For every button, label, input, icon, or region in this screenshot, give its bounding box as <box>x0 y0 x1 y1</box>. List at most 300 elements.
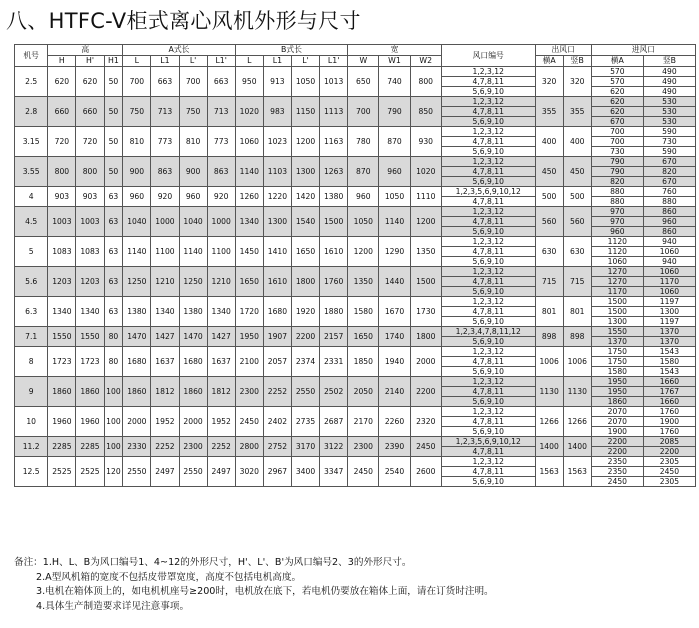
dimension-cell: 2100 <box>235 347 263 377</box>
dimension-cell: 63 <box>104 207 123 237</box>
header-sub-cell: 横A <box>591 56 643 67</box>
header-sub-cell: L <box>123 56 151 67</box>
dimension-cell: 1003 <box>76 207 104 237</box>
dimension-cell: 650 <box>348 67 379 97</box>
inlet-a-cell: 2070 <box>591 407 643 417</box>
dimension-cell: 2967 <box>263 457 291 487</box>
header-inlet: 进风口 <box>591 45 695 56</box>
inlet-b-cell: 1060 <box>643 267 695 277</box>
header-sub-cell: W2 <box>410 56 441 67</box>
dimension-cell: 1500 <box>320 207 348 237</box>
notes <box>14 556 494 614</box>
machine-no-cell: 6.3 <box>15 297 48 327</box>
header-b-length: B式长 <box>235 45 347 56</box>
dimension-cell: 1100 <box>207 237 235 267</box>
table-body <box>15 67 696 487</box>
outlet-no-cell: 5,6,9,10 <box>441 397 535 407</box>
dimension-cell: 720 <box>48 127 76 157</box>
outlet-no-cell: 1,2,3,12 <box>441 267 535 277</box>
inlet-b-cell: 880 <box>643 197 695 207</box>
inlet-a-cell: 1500 <box>591 297 643 307</box>
inlet-b-cell: 670 <box>643 177 695 187</box>
inlet-a-cell: 790 <box>591 157 643 167</box>
outlet-a-cell: 320 <box>535 67 563 97</box>
outlet-no-cell: 4,7,8,11 <box>441 417 535 427</box>
dimension-cell: 1000 <box>151 207 179 237</box>
outlet-a-cell: 355 <box>535 97 563 127</box>
dimension-cell: 1380 <box>179 297 207 327</box>
table-header <box>15 45 696 67</box>
dimension-cell: 863 <box>151 157 179 187</box>
dimension-table <box>14 44 696 487</box>
dimension-cell: 1580 <box>348 297 379 327</box>
dimension-cell: 863 <box>207 157 235 187</box>
dimension-cell: 1960 <box>76 407 104 437</box>
inlet-a-cell: 2200 <box>591 447 643 457</box>
note-line-1 <box>14 556 494 571</box>
outlet-no-cell: 4,7,8,11 <box>441 197 535 207</box>
outlet-no-cell: 4,7,8,11 <box>441 307 535 317</box>
dimension-cell: 80 <box>104 347 123 377</box>
machine-no-cell: 2.8 <box>15 97 48 127</box>
header-sub-cell: L' <box>179 56 207 67</box>
page-title: 八、HTFC-V柜式离心风机外形与尺寸 <box>6 9 361 33</box>
dimension-cell: 800 <box>76 157 104 187</box>
dimension-cell: 50 <box>104 97 123 127</box>
outlet-a-cell: 801 <box>535 297 563 327</box>
outlet-a-cell: 500 <box>535 187 563 207</box>
inlet-a-cell: 1750 <box>591 357 643 367</box>
dimension-cell: 950 <box>235 67 263 97</box>
outlet-no-cell: 5,6,9,10 <box>441 317 535 327</box>
outlet-no-cell: 4,7,8,11 <box>441 387 535 397</box>
dimension-cell: 2550 <box>179 457 207 487</box>
dimension-cell: 2800 <box>235 437 263 457</box>
dimension-cell: 1020 <box>235 97 263 127</box>
dimension-cell: 1203 <box>76 267 104 297</box>
inlet-a-cell: 2450 <box>591 477 643 487</box>
dimension-cell: 3400 <box>291 457 319 487</box>
dimension-cell: 1610 <box>320 237 348 267</box>
dimension-cell: 1350 <box>410 237 441 267</box>
dimension-cell: 1800 <box>410 327 441 347</box>
outlet-a-cell: 1006 <box>535 347 563 377</box>
inlet-a-cell: 960 <box>591 227 643 237</box>
dimension-cell: 790 <box>379 97 410 127</box>
dimension-cell: 920 <box>151 187 179 207</box>
dimension-cell: 1860 <box>76 377 104 407</box>
dimension-cell: 773 <box>151 127 179 157</box>
dimension-cell: 1340 <box>48 297 76 327</box>
inlet-a-cell: 1580 <box>591 367 643 377</box>
dimension-cell: 2200 <box>291 327 319 347</box>
dimension-cell: 1003 <box>48 207 76 237</box>
inlet-b-cell: 1760 <box>643 427 695 437</box>
dimension-cell: 750 <box>179 97 207 127</box>
dimension-cell: 2550 <box>123 457 151 487</box>
dimension-cell: 1263 <box>320 157 348 187</box>
dimension-cell: 1210 <box>207 267 235 297</box>
inlet-b-cell: 670 <box>643 157 695 167</box>
dimension-cell: 1720 <box>235 297 263 327</box>
note-line-3: 3.电机在箱体顶上的，如电机机座号≥200时，电机放在底下，若电机仍要放在箱体上面，请在订货时注明。 <box>36 586 494 598</box>
dimension-cell: 1013 <box>320 67 348 97</box>
outlet-no-cell: 4,7,8,11 <box>441 357 535 367</box>
dimension-cell: 663 <box>151 67 179 97</box>
dimension-cell: 713 <box>151 97 179 127</box>
dimension-cell: 1340 <box>207 297 235 327</box>
header-sub-cell: L1 <box>263 56 291 67</box>
header-sub-cell: 竖B <box>563 56 591 67</box>
outlet-b-cell: 320 <box>563 67 591 97</box>
dimension-cell: 1040 <box>123 207 151 237</box>
dimension-cell: 1907 <box>263 327 291 347</box>
machine-no-cell: 3.55 <box>15 157 48 187</box>
dimension-cell: 2300 <box>235 377 263 407</box>
table-row <box>15 267 696 277</box>
dimension-cell: 1650 <box>291 237 319 267</box>
dimension-cell: 1023 <box>263 127 291 157</box>
table-row <box>15 187 696 197</box>
dimension-cell: 3020 <box>235 457 263 487</box>
outlet-no-cell: 1,2,3,12 <box>441 67 535 77</box>
dimension-cell: 1340 <box>76 297 104 327</box>
outlet-a-cell: 1130 <box>535 377 563 407</box>
outlet-b-cell: 1130 <box>563 377 591 407</box>
note-line-4: 4.具体生产制造要求详见注意事项。 <box>36 600 190 612</box>
outlet-a-cell: 898 <box>535 327 563 347</box>
dimension-cell: 1040 <box>179 207 207 237</box>
dimension-cell: 50 <box>104 67 123 97</box>
dimension-cell: 2540 <box>379 457 410 487</box>
inlet-a-cell: 1860 <box>591 397 643 407</box>
inlet-a-cell: 700 <box>591 127 643 137</box>
inlet-b-cell: 2085 <box>643 437 695 447</box>
dimension-cell: 2000 <box>410 347 441 377</box>
dimension-cell: 810 <box>179 127 207 157</box>
outlet-no-cell: 5,6,9,10 <box>441 177 535 187</box>
dimension-cell: 1470 <box>123 327 151 347</box>
outlet-no-cell: 1,2,3,12 <box>441 457 535 467</box>
dimension-cell: 2285 <box>48 437 76 457</box>
dimension-cell: 773 <box>207 127 235 157</box>
dimension-cell: 1050 <box>348 207 379 237</box>
dimension-cell: 1952 <box>207 407 235 437</box>
header-outlet: 出风口 <box>535 45 591 56</box>
outlet-no-cell: 1,2,3,12 <box>441 297 535 307</box>
dimension-cell: 1060 <box>235 127 263 157</box>
inlet-b-cell: 2305 <box>643 477 695 487</box>
inlet-b-cell: 1060 <box>643 247 695 257</box>
outlet-no-cell: 1,2,3,12 <box>441 157 535 167</box>
outlet-no-cell: 5,6,9,10 <box>441 427 535 437</box>
header-sub-cell: W1 <box>379 56 410 67</box>
outlet-no-cell: 1,2,3,12 <box>441 407 535 417</box>
dimension-cell: 1140 <box>235 157 263 187</box>
dimension-cell: 870 <box>379 127 410 157</box>
outlet-no-cell: 5,6,9,10 <box>441 117 535 127</box>
dimension-cell: 2497 <box>207 457 235 487</box>
dimension-cell: 740 <box>379 67 410 97</box>
dimension-cell: 50 <box>104 127 123 157</box>
inlet-b-cell: 1543 <box>643 347 695 357</box>
dimension-cell: 2320 <box>410 407 441 437</box>
dimension-cell: 800 <box>48 157 76 187</box>
outlet-no-cell: 1,2,3,12 <box>441 207 535 217</box>
dimension-cell: 1410 <box>263 237 291 267</box>
dimension-cell: 960 <box>123 187 151 207</box>
dimension-cell: 1450 <box>235 237 263 267</box>
inlet-b-cell: 940 <box>643 237 695 247</box>
inlet-b-cell: 490 <box>643 77 695 87</box>
dimension-cell: 3347 <box>320 457 348 487</box>
dimension-cell: 1427 <box>207 327 235 347</box>
machine-no-cell: 12.5 <box>15 457 48 487</box>
dimension-cell: 930 <box>410 127 441 157</box>
inlet-b-cell: 1660 <box>643 377 695 387</box>
table-row <box>15 347 696 357</box>
dimension-cell: 63 <box>104 237 123 267</box>
dimension-cell: 1103 <box>263 157 291 187</box>
table-row <box>15 457 696 467</box>
outlet-b-cell: 355 <box>563 97 591 127</box>
outlet-a-cell: 1400 <box>535 437 563 457</box>
inlet-a-cell: 2350 <box>591 467 643 477</box>
dimension-cell: 1860 <box>123 377 151 407</box>
dimension-cell: 660 <box>76 97 104 127</box>
outlet-b-cell: 450 <box>563 157 591 187</box>
dimension-cell: 1140 <box>123 237 151 267</box>
inlet-a-cell: 1750 <box>591 347 643 357</box>
dimension-cell: 1723 <box>76 347 104 377</box>
dimension-cell: 1203 <box>48 267 76 297</box>
dimension-cell: 663 <box>207 67 235 97</box>
outlet-no-cell: 1,2,3,12 <box>441 377 535 387</box>
dimension-cell: 2000 <box>123 407 151 437</box>
outlet-a-cell: 630 <box>535 237 563 267</box>
outlet-no-cell: 1,2,3,4,7,8,11,12 <box>441 327 535 337</box>
dimension-cell: 1150 <box>291 97 319 127</box>
outlet-b-cell: 898 <box>563 327 591 347</box>
outlet-no-cell: 5,6,9,10 <box>441 257 535 267</box>
inlet-b-cell: 490 <box>643 87 695 97</box>
inlet-b-cell: 1767 <box>643 387 695 397</box>
inlet-b-cell: 2200 <box>643 447 695 457</box>
inlet-b-cell: 860 <box>643 227 695 237</box>
table-row <box>15 297 696 307</box>
inlet-a-cell: 790 <box>591 167 643 177</box>
dimension-cell: 1000 <box>207 207 235 237</box>
inlet-a-cell: 970 <box>591 217 643 227</box>
dimension-cell: 1300 <box>263 207 291 237</box>
dimension-cell: 1100 <box>151 237 179 267</box>
dimension-cell: 983 <box>263 97 291 127</box>
dimension-cell: 750 <box>123 97 151 127</box>
dimension-cell: 1800 <box>291 267 319 297</box>
outlet-no-cell: 1,2,3,12 <box>441 347 535 357</box>
outlet-no-cell: 4,7,8,11 <box>441 277 535 287</box>
dimension-cell: 960 <box>179 187 207 207</box>
inlet-a-cell: 570 <box>591 67 643 77</box>
header-a-length: A式长 <box>123 45 235 56</box>
dimension-cell: 1083 <box>48 237 76 267</box>
dimension-cell: 1637 <box>207 347 235 377</box>
dimension-cell: 960 <box>379 157 410 187</box>
machine-no-cell: 7.1 <box>15 327 48 347</box>
inlet-a-cell: 1120 <box>591 247 643 257</box>
table-row <box>15 377 696 387</box>
outlet-b-cell: 500 <box>563 187 591 207</box>
dimension-cell: 1050 <box>291 67 319 97</box>
header-width: 宽 <box>348 45 442 56</box>
inlet-b-cell: 860 <box>643 207 695 217</box>
dimension-cell: 900 <box>123 157 151 187</box>
dimension-cell: 100 <box>104 377 123 407</box>
dimension-cell: 1940 <box>379 347 410 377</box>
inlet-b-cell: 1197 <box>643 317 695 327</box>
header-sub-cell: H1 <box>104 56 123 67</box>
outlet-no-cell: 4,7,8,11 <box>441 247 535 257</box>
note-item: 1.H、L、B为风口编号1、4~12的外形尺寸，H'、L'、B'为风口编号2、3的外形尺寸。 <box>42 557 412 568</box>
dimension-cell: 63 <box>104 297 123 327</box>
dimension-cell: 903 <box>48 187 76 207</box>
inlet-a-cell: 1370 <box>591 337 643 347</box>
inlet-b-cell: 590 <box>643 127 695 137</box>
outlet-b-cell: 560 <box>563 207 591 237</box>
inlet-b-cell: 960 <box>643 217 695 227</box>
inlet-a-cell: 1270 <box>591 267 643 277</box>
dimension-cell: 2450 <box>410 437 441 457</box>
inlet-a-cell: 730 <box>591 147 643 157</box>
dimension-cell: 1440 <box>379 267 410 297</box>
dimension-cell: 1860 <box>179 377 207 407</box>
outlet-no-cell: 4,7,8,11 <box>441 137 535 147</box>
dimension-cell: 1200 <box>291 127 319 157</box>
dimension-cell: 2687 <box>320 407 348 437</box>
inlet-b-cell: 1660 <box>643 397 695 407</box>
inlet-a-cell: 700 <box>591 137 643 147</box>
dimension-cell: 1020 <box>410 157 441 187</box>
inlet-a-cell: 570 <box>591 77 643 87</box>
header-row-top <box>15 45 696 56</box>
outlet-b-cell: 630 <box>563 237 591 267</box>
outlet-a-cell: 400 <box>535 127 563 157</box>
dimension-cell: 120 <box>104 457 123 487</box>
inlet-a-cell: 820 <box>591 177 643 187</box>
outlet-no-cell: 5,6,9,10 <box>441 227 535 237</box>
dimension-cell: 1812 <box>207 377 235 407</box>
dimension-cell: 1163 <box>320 127 348 157</box>
header-sub-cell: L1' <box>320 56 348 67</box>
table-row <box>15 327 696 337</box>
outlet-a-cell: 715 <box>535 267 563 297</box>
dimension-cell: 2285 <box>76 437 104 457</box>
inlet-a-cell: 970 <box>591 207 643 217</box>
dimension-cell: 1110 <box>410 187 441 207</box>
inlet-b-cell: 760 <box>643 187 695 197</box>
dimension-cell: 1250 <box>179 267 207 297</box>
dimension-cell: 1210 <box>151 267 179 297</box>
header-sub-cell: L1' <box>207 56 235 67</box>
outlet-b-cell: 1563 <box>563 457 591 487</box>
inlet-b-cell: 940 <box>643 257 695 267</box>
table-row <box>15 127 696 137</box>
outlet-no-cell: 4,7,8,11 <box>441 107 535 117</box>
dimension-cell: 2402 <box>263 407 291 437</box>
dimension-cell: 1950 <box>235 327 263 347</box>
dimension-cell: 2252 <box>263 377 291 407</box>
inlet-b-cell: 1900 <box>643 417 695 427</box>
header-sub-cell: L' <box>291 56 319 67</box>
dimension-cell: 1540 <box>291 207 319 237</box>
dimension-cell: 2525 <box>76 457 104 487</box>
outlet-b-cell: 1266 <box>563 407 591 437</box>
outlet-no-cell: 1,2,3,12 <box>441 97 535 107</box>
machine-no-cell: 10 <box>15 407 48 437</box>
notes-label: 备注： <box>14 557 43 568</box>
inlet-a-cell: 1950 <box>591 377 643 387</box>
machine-no-cell: 5 <box>15 237 48 267</box>
dimension-cell: 700 <box>179 67 207 97</box>
header-machine-no: 机号 <box>15 45 48 67</box>
outlet-a-cell: 1266 <box>535 407 563 437</box>
header-sub-cell: W <box>348 56 379 67</box>
inlet-a-cell: 2200 <box>591 437 643 447</box>
dimension-cell: 1650 <box>235 267 263 297</box>
inlet-b-cell: 1760 <box>643 407 695 417</box>
dimension-cell: 620 <box>48 67 76 97</box>
inlet-a-cell: 1950 <box>591 387 643 397</box>
inlet-b-cell: 2305 <box>643 457 695 467</box>
header-row-sub <box>15 56 696 67</box>
dimension-cell: 1812 <box>151 377 179 407</box>
header-sub-cell: L <box>235 56 263 67</box>
dimension-cell: 2502 <box>320 377 348 407</box>
dimension-cell: 1220 <box>263 187 291 207</box>
outlet-a-cell: 560 <box>535 207 563 237</box>
dimension-cell: 660 <box>48 97 76 127</box>
dimension-cell: 700 <box>123 67 151 97</box>
dimension-cell: 960 <box>348 187 379 207</box>
inlet-b-cell: 1060 <box>643 287 695 297</box>
outlet-no-cell: 5,6,9,10 <box>441 367 535 377</box>
dimension-cell: 1140 <box>379 207 410 237</box>
inlet-a-cell: 2350 <box>591 457 643 467</box>
machine-no-cell: 8 <box>15 347 48 377</box>
dimension-cell: 1420 <box>291 187 319 207</box>
dimension-cell: 1920 <box>291 297 319 327</box>
outlet-a-cell: 450 <box>535 157 563 187</box>
outlet-no-cell: 1,2,3,12 <box>441 237 535 247</box>
inlet-b-cell: 1170 <box>643 277 695 287</box>
dimension-cell: 2157 <box>320 327 348 347</box>
inlet-a-cell: 620 <box>591 87 643 97</box>
dimension-cell: 2525 <box>48 457 76 487</box>
dimension-cell: 1380 <box>320 187 348 207</box>
dimension-cell: 2260 <box>379 407 410 437</box>
dimension-cell: 2330 <box>123 437 151 457</box>
machine-no-cell: 2.5 <box>15 67 48 97</box>
dimension-cell: 1200 <box>410 207 441 237</box>
header-height: 高 <box>48 45 123 56</box>
header-outlet-no: 风口编号 <box>441 45 535 67</box>
dimension-cell: 2057 <box>263 347 291 377</box>
dimension-cell: 2600 <box>410 457 441 487</box>
dimension-cell: 2450 <box>348 457 379 487</box>
inlet-a-cell: 1300 <box>591 317 643 327</box>
outlet-no-cell: 1,2,3,5,6,9,10,12 <box>441 437 535 447</box>
dimension-cell: 2450 <box>235 407 263 437</box>
